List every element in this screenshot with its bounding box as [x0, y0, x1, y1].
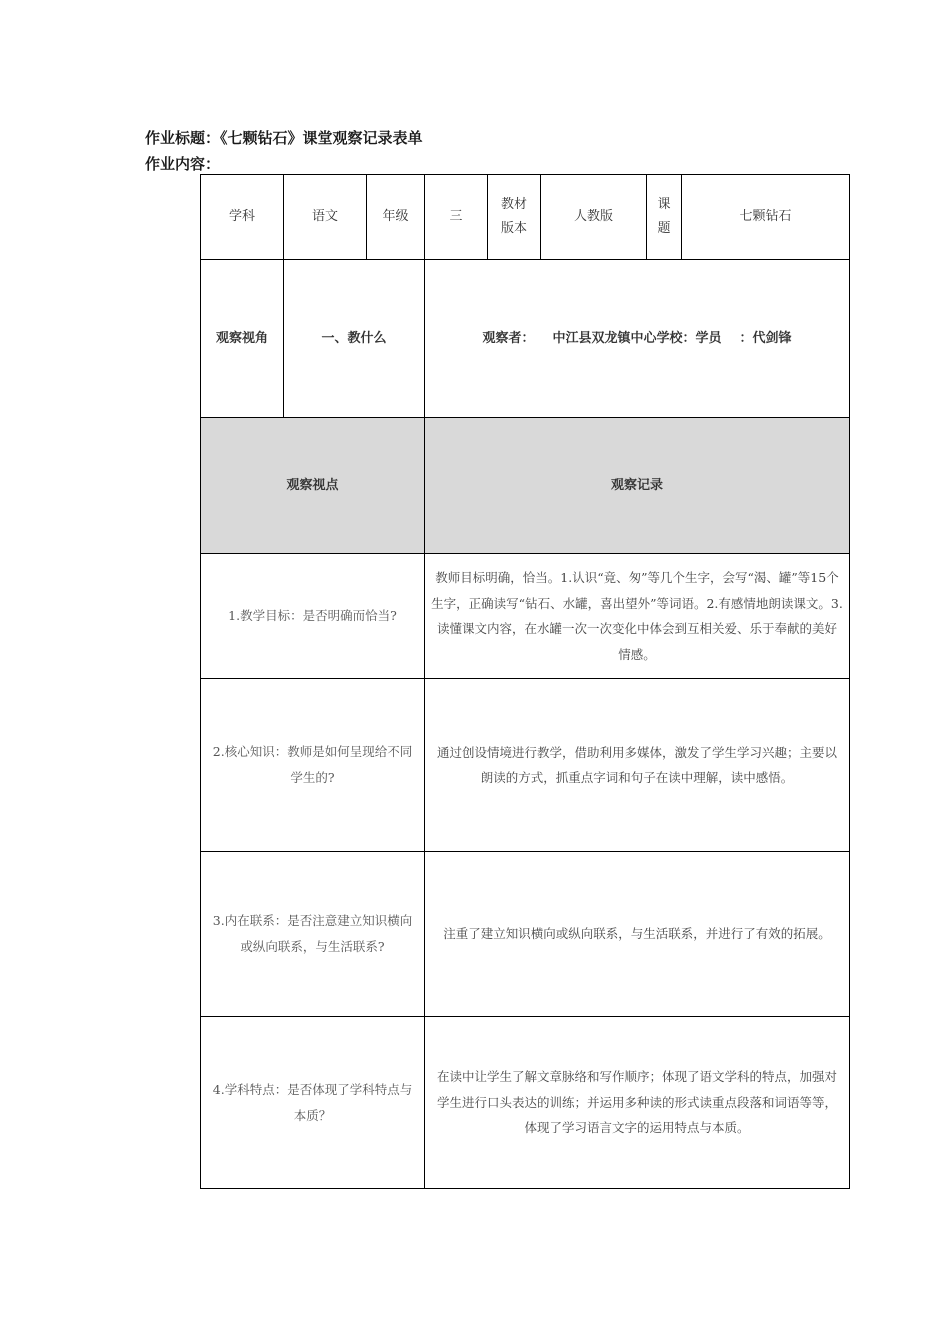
perspective-label: 观察视角: [201, 260, 284, 418]
textbook-label: [488, 175, 541, 260]
observation-table: [200, 174, 850, 1189]
perspective-row: [201, 260, 850, 418]
observation-points-header: 观察视点: [201, 418, 425, 554]
info-row: [201, 175, 850, 260]
table-row: [201, 679, 850, 852]
assignment-content-label: 作业内容：: [145, 155, 221, 173]
perspective-value: 一、教什么: [284, 260, 425, 418]
grade-label: 年级: [367, 175, 425, 260]
observer-label: 观察者：: [482, 330, 535, 346]
question-cell: 3.内在联系：是否注意建立知识横向或纵向联系，与生活联系?: [201, 852, 425, 1017]
table-row: [201, 852, 850, 1017]
answer-cell: 注重了建立知识横向或纵向联系，与生活联系，并进行了有效的拓展。: [425, 852, 850, 1017]
answer-cell: 在读中让学生了解文章脉络和写作顺序；体现了语文学科的特点，加强对学生进行口头表达的训练；并运用多种读的形式读重点段落和词语等等，体现了学习语言文字的运用特点与本质。: [425, 1017, 850, 1189]
observer-name: ：代剑锋: [739, 330, 792, 346]
observation-records-header: 观察记录: [425, 418, 850, 554]
question-cell: 1.教学目标：是否明确而恰当?: [201, 554, 425, 679]
lesson-label: [647, 175, 682, 260]
answer-cell: 教师目标明确，恰当。1.认识“竟、匆”等几个生字，会写“渴、罐”等15个生字，正确读写“钻石、水罐，喜出望外”等词语。2.有感情地朗读课文。3.读懂课文内容，在水罐一次一次变化中体会到互相关爱、乐于奉献的美好情感。: [425, 554, 850, 679]
table-row: [201, 1017, 850, 1189]
subject-value: 语文: [284, 175, 367, 260]
assignment-title: 作业标题：《七颗钻石》课堂观察记录表单: [145, 129, 423, 147]
textbook-label-line2: 版本: [500, 221, 527, 236]
grade-value: 三: [425, 175, 488, 260]
table-row: [201, 554, 850, 679]
subject-label: 学科: [201, 175, 284, 260]
lesson-label-line2: 题: [657, 221, 671, 236]
lesson-value: 七颗钻石: [682, 175, 850, 260]
question-cell: 2.核心知识：教师是如何呈现给不同学生的?: [201, 679, 425, 852]
observer-school: 中江县双龙镇中心学校：学员: [552, 330, 722, 346]
textbook-label-line1: 教材: [500, 197, 527, 212]
answer-cell: 通过创设情境进行教学，借助利用多媒体，激发了学生学习兴趣；主要以朗读的方式，抓重点字词和句子在读中理解，读中感悟。: [425, 679, 850, 852]
observer-cell: [425, 260, 850, 418]
section-header-row: [201, 418, 850, 554]
lesson-label-line1: 课: [657, 197, 671, 212]
textbook-value: 人教版: [541, 175, 647, 260]
question-cell: 4.学科特点：是否体现了学科特点与本质？: [201, 1017, 425, 1189]
